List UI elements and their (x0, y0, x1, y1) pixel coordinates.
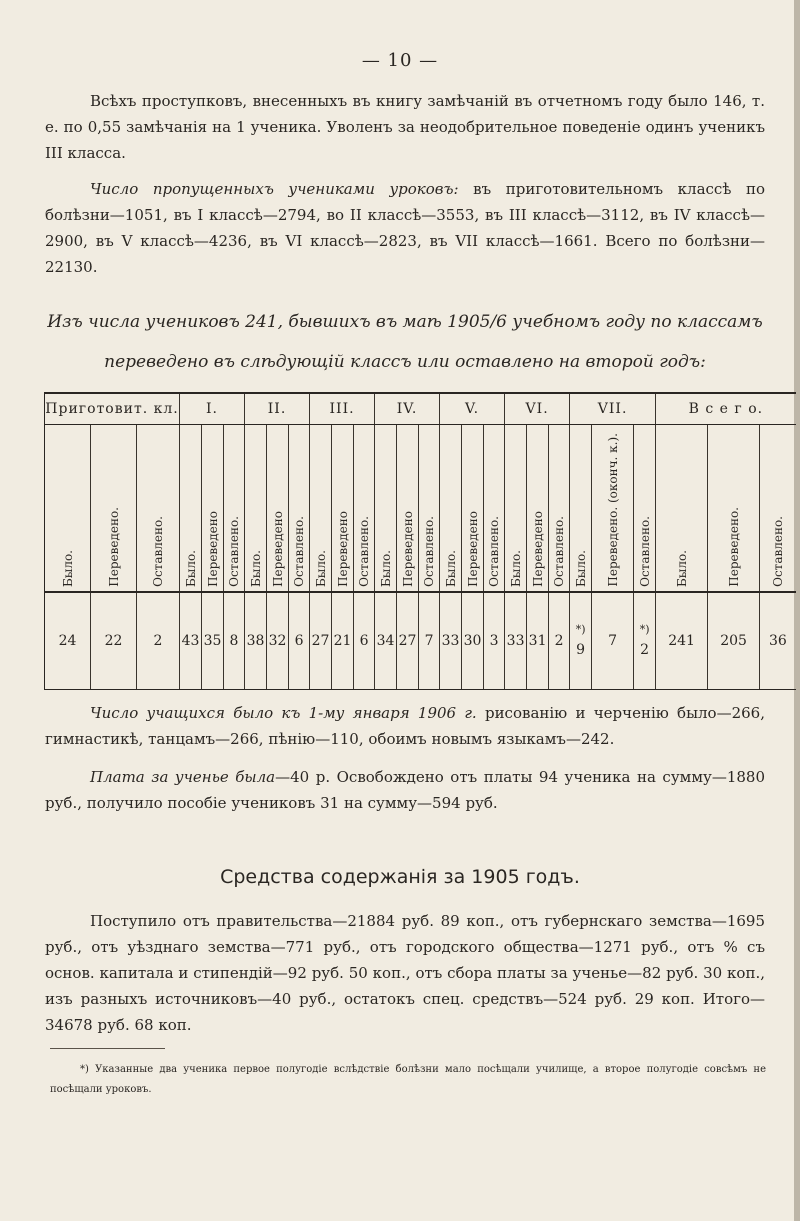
cell: 6 (354, 592, 375, 690)
cell: 34 (375, 592, 397, 690)
subheader: Было. (313, 549, 328, 587)
cell: 27 (310, 592, 332, 690)
cell: 43 (180, 592, 202, 690)
footnote: *) Указанные два ученика первое полугодіе вслѣдствіе болѣзни мало посѣщали училище, а второе полугодіе совсѣмъ не посѣщали уроковъ. (50, 1064, 766, 1095)
subheader: Было. (674, 549, 689, 587)
group-header: V. (440, 393, 505, 425)
cell: 33 (440, 592, 462, 690)
subheader: Оставлено. (292, 515, 307, 587)
cell: 27 (397, 592, 419, 690)
cell: 38 (245, 592, 267, 690)
subheader: Переведено. (оконч. к.). (605, 433, 620, 587)
paragraph-pupil-counts (45, 700, 765, 752)
subheader: Было. (60, 549, 75, 587)
paragraph-funds: Поступило отъ правительства—21884 руб. 89 коп., отъ губернскаго земства—1695 руб., отъ уѣзднаго земства—771 руб., отъ городского общества—1271 руб., отъ % съ основ. капитала и стипендій—92 руб. 50 коп., отъ сбора платы за ученье—82 руб. 30 коп., изъ разныхъ источниковъ—40 руб., остатокъ спец. средствъ—524 руб. 29 коп. Итого—34678 руб. 68 коп. (45, 912, 765, 1034)
subheader: Оставлено. (487, 515, 502, 587)
subheader: Переведено (270, 510, 285, 587)
cell: 241 (656, 592, 708, 690)
cell: 36 (760, 592, 796, 690)
cell: 8 (224, 592, 245, 690)
subheader: Переведено. (106, 506, 121, 587)
group-header: IV. (375, 393, 440, 425)
subheader: Переведено (335, 510, 350, 587)
cell: 30 (462, 592, 484, 690)
cell: 2 (549, 592, 570, 690)
note-mark: *) (639, 622, 650, 636)
cell: 3 (484, 592, 505, 690)
subheader: Оставлено. (637, 515, 652, 587)
fees-lead: Плата за ученье была (90, 768, 276, 786)
subheader: Было. (378, 549, 393, 587)
pupil-counts-lead: Число учащихся было къ 1-му января 1906 г. (90, 704, 477, 722)
subheader: Переведено (465, 510, 480, 587)
cell: 35 (202, 592, 224, 690)
cell: 31 (527, 592, 549, 690)
group-header: VII. (570, 393, 656, 425)
paragraph-fees (45, 764, 765, 816)
cell: 205 (708, 592, 760, 690)
cell: 2 (137, 592, 180, 690)
table-intro: Изъ числа учениковъ 241, бывшихъ въ маѣ 1905/6 учебномъ году по классамъ переведено въ слѣдующій классъ или оставлено на второй годъ: (47, 312, 763, 372)
subheader: Было. (183, 549, 198, 587)
subheader: Оставлено. (770, 515, 785, 587)
group-header: III. (310, 393, 375, 425)
subheader: Переведено (400, 510, 415, 587)
note-mark: *) (575, 622, 586, 636)
group-header: I. (180, 393, 245, 425)
cell-with-note (634, 592, 656, 690)
subheader: Оставлено. (227, 515, 242, 587)
fees-text: —40 р. Освобождено отъ платы 94 ученика на сумму—1880 руб., получило пособіе учениковъ 31 на сумму—594 руб. (45, 768, 765, 812)
group-header: В с е г о. (656, 393, 796, 425)
missed-lessons-text: въ приготовительномъ классѣ по болѣзни—1051, въ I классѣ—2794, во II классѣ—3553, въ III классѣ—3112, въ IV классѣ—2900, въ V классѣ—4236, въ VI классѣ—2823, въ VII классѣ—1661. Всего по болѣзни—22130. (45, 180, 765, 276)
subheader: Переведено (530, 510, 545, 587)
cell: 24 (45, 592, 91, 690)
subheader: Было. (248, 549, 263, 587)
subheader: Было. (443, 549, 458, 587)
cell: 33 (505, 592, 527, 690)
cell: 7 (592, 592, 634, 690)
footnote-rule (50, 1048, 165, 1049)
missed-lessons-lead: Число пропущенныхъ учениками уроковъ: (90, 180, 459, 198)
pupil-counts-text: рисованію и черченію было—266, гимнастикѣ, танцамъ—266, пѣнію—110, обоимъ новымъ языкамъ—242. (45, 704, 765, 748)
page-number: — 10 — (361, 50, 439, 71)
paragraph-offences: Всѣхъ проступковъ, внесенныхъ въ книгу замѣчаній въ отчетномъ году было 146, т. е. по 0,55 замѣчанія на 1 ученика. Уволенъ за неодобрительное поведеніе одинъ ученикъ III класса. (45, 92, 765, 162)
table-row (45, 592, 796, 690)
cell: 9 (576, 642, 586, 659)
paragraph-missed-lessons (45, 176, 765, 280)
subheader: Переведено. (726, 506, 741, 587)
promotion-table (44, 392, 796, 690)
subheader: Оставлено. (151, 515, 165, 587)
subheader: Оставлено. (422, 515, 437, 587)
cell: 21 (332, 592, 354, 690)
cell: 7 (419, 592, 440, 690)
cell: 2 (640, 642, 650, 659)
subheader: Было. (573, 549, 588, 587)
subheader: Было. (508, 549, 523, 587)
cell-with-note (570, 592, 592, 690)
cell: 32 (267, 592, 289, 690)
subheader: Переведено (205, 510, 220, 587)
subheader: Оставлено. (552, 515, 567, 587)
group-header: Приготовит. кл. (45, 393, 180, 425)
group-header: II. (245, 393, 310, 425)
cell: 6 (289, 592, 310, 690)
group-header: VI. (505, 393, 570, 425)
section-title: Средства содержанія за 1905 годъ. (220, 866, 580, 888)
cell: 22 (91, 592, 137, 690)
subheader: Оставлено. (357, 515, 372, 587)
